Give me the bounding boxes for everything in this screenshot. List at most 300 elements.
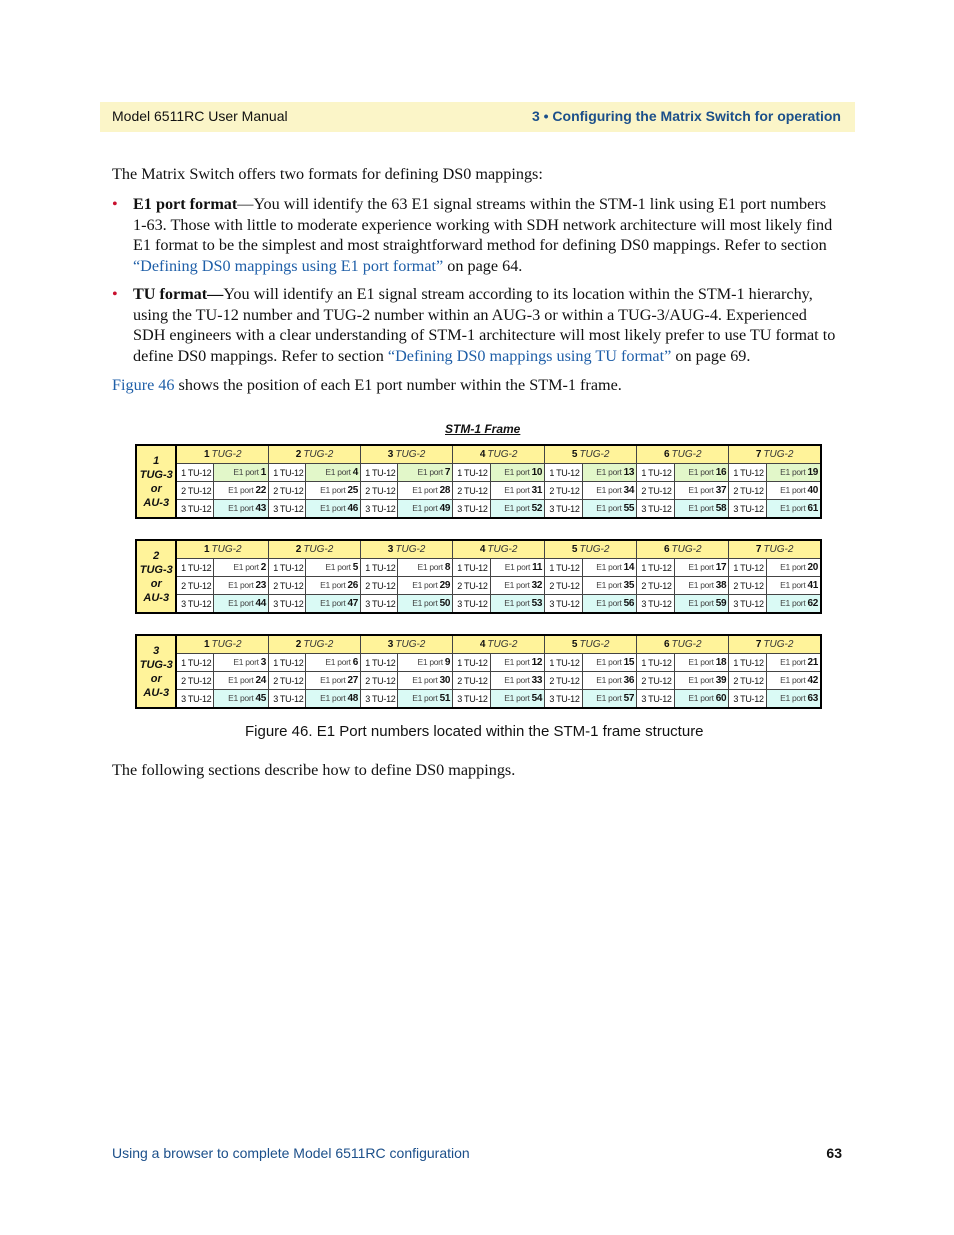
e1-port-cell (582, 595, 637, 614)
bullet-tu-format (112, 284, 842, 366)
e1-port-prefix: E1 port (688, 467, 716, 477)
e1-port-cell (490, 595, 545, 614)
e1-port-number: 42 (807, 675, 818, 686)
e1-port-cell (766, 595, 821, 614)
e1-port-prefix: E1 port (504, 675, 532, 685)
tug2-header (729, 635, 821, 654)
tug2-number: 7 (755, 449, 762, 460)
e1-port-prefix: E1 port (780, 675, 808, 685)
tu12-label: 1 TU-12 (269, 559, 306, 577)
e1-port-prefix: E1 port (596, 675, 624, 685)
e1-port-prefix: E1 port (504, 485, 532, 495)
e1-port-prefix: E1 port (780, 693, 808, 703)
bullet-e1-format (112, 194, 842, 276)
e1-port-cell (214, 690, 269, 709)
e1-port-number: 24 (255, 675, 267, 686)
e1-port-cell (674, 654, 729, 672)
tu12-row (136, 464, 821, 482)
e1-port-prefix: E1 port (596, 562, 624, 572)
tu12-label: 2 TU-12 (361, 482, 398, 500)
e1-port-cell (398, 690, 453, 709)
tug2-header (545, 540, 637, 559)
e1-port-number: 25 (347, 485, 359, 496)
tu12-label: 2 TU-12 (269, 482, 306, 500)
e1-port-number: 47 (347, 598, 359, 609)
tug3-label-line: TUG-3 (139, 658, 173, 671)
header-manual-title: Model 6511RC User Manual (112, 108, 288, 124)
e1-port-prefix: E1 port (688, 485, 716, 495)
tu12-label: 1 TU-12 (361, 464, 398, 482)
tug2-header (176, 540, 268, 559)
e1-port-cell (582, 577, 637, 595)
e1-port-cell (214, 464, 269, 482)
tug3-label (136, 635, 176, 708)
tu12-label: 3 TU-12 (361, 690, 398, 709)
tug2-header (637, 445, 729, 464)
e1-port-number: 58 (715, 503, 727, 514)
e1-port-number: 46 (347, 503, 359, 514)
tu12-label: 3 TU-12 (453, 500, 490, 519)
e1-port-number: 31 (531, 485, 543, 496)
tug3-group-table (135, 444, 822, 519)
e1-port-prefix: E1 port (688, 562, 716, 572)
e1-port-number: 57 (623, 693, 635, 704)
e1-port-cell (490, 559, 545, 577)
tu12-label: 2 TU-12 (637, 577, 674, 595)
figure-caption: Figure 46. E1 Port numbers located within the STM-1 frame structure (245, 723, 704, 740)
tug3-label-line: AU-3 (143, 496, 170, 509)
e1-port-number: 6 (352, 657, 359, 668)
e1-port-cell (674, 500, 729, 519)
e1-port-cell (398, 654, 453, 672)
tug3-label-line: 2 (153, 549, 160, 562)
e1-port-prefix: E1 port (233, 657, 261, 667)
header-chapter-title: 3 • Configuring the Matrix Switch for operation (531, 108, 841, 124)
tug2-number: 4 (479, 449, 486, 460)
e1-port-number: 52 (531, 503, 543, 514)
e1-port-cell (214, 672, 269, 690)
tu12-label: 2 TU-12 (176, 577, 213, 595)
tu12-label: 2 TU-12 (361, 672, 398, 690)
e1-port-cell (490, 482, 545, 500)
tu12-label: 3 TU-12 (269, 500, 306, 519)
tug2-label: TUG-2 (671, 449, 702, 460)
tu12-label: 3 TU-12 (545, 690, 582, 709)
tu12-label: 3 TU-12 (176, 595, 213, 614)
e1-port-prefix: E1 port (596, 693, 624, 703)
e1-port-number: 10 (531, 467, 543, 478)
e1-port-number: 21 (807, 657, 818, 668)
e1-port-cell (214, 654, 269, 672)
tug2-header (176, 445, 268, 464)
e1-port-number: 16 (715, 467, 727, 478)
tug2-header (361, 540, 453, 559)
e1-port-number: 19 (807, 467, 818, 478)
e1-port-prefix: E1 port (596, 580, 624, 590)
tug3-group-table (135, 539, 822, 614)
tug2-label: TUG-2 (763, 449, 794, 460)
tug2-number: 2 (295, 449, 302, 460)
tug2-label: TUG-2 (303, 544, 334, 555)
tu12-label: 2 TU-12 (361, 577, 398, 595)
e1-port-cell (674, 559, 729, 577)
e1-port-prefix: E1 port (688, 580, 716, 590)
e1-port-number: 53 (531, 598, 543, 609)
e1-port-prefix: E1 port (320, 693, 348, 703)
tu12-label: 1 TU-12 (545, 559, 582, 577)
e1-port-prefix: E1 port (417, 562, 445, 572)
tug2-label: TUG-2 (395, 639, 426, 650)
e1-port-prefix: E1 port (228, 485, 256, 495)
e1-port-number: 38 (715, 580, 727, 591)
bullet-marker: • (112, 285, 118, 303)
tu12-label: 2 TU-12 (729, 577, 766, 595)
e1-port-prefix: E1 port (228, 503, 256, 513)
tu12-label: 1 TU-12 (361, 559, 398, 577)
tug2-label: TUG-2 (763, 544, 794, 555)
e1-port-number: 28 (439, 485, 451, 496)
bullet-body: —You will identify the 63 E1 signal streams within the STM-1 link using E1 port numbers 1-63. Those with little to moderate experience working with SDH network architecture will most likely find E1 format to be the simplest and most straightforward method for defining DS0 mappings. Refer to section (133, 195, 833, 254)
e1-port-number: 3 (260, 657, 267, 668)
e1-port-prefix: E1 port (596, 503, 624, 513)
e1-port-number: 61 (807, 503, 818, 514)
e1-port-prefix: E1 port (688, 693, 716, 703)
tug2-label: TUG-2 (763, 639, 794, 650)
tu12-label: 3 TU-12 (176, 690, 213, 709)
tu12-label: 2 TU-12 (176, 482, 213, 500)
e1-port-cell (766, 690, 821, 709)
tug3-label-line: AU-3 (143, 591, 170, 604)
e1-port-prefix: E1 port (504, 467, 532, 477)
tug2-label: TUG-2 (395, 544, 426, 555)
e1-port-cell (766, 577, 821, 595)
e1-port-cell (490, 577, 545, 595)
e1-port-cell (582, 464, 637, 482)
tu12-label: 1 TU-12 (453, 559, 490, 577)
tu12-label: 2 TU-12 (269, 577, 306, 595)
tug2-header (453, 540, 545, 559)
e1-port-number: 13 (623, 467, 635, 478)
e1-port-prefix: E1 port (780, 503, 808, 513)
e1-port-number: 2 (260, 562, 267, 573)
tug2-number: 5 (571, 544, 578, 555)
e1-port-cell (306, 595, 361, 614)
tug2-number: 3 (387, 544, 394, 555)
e1-port-cell (306, 577, 361, 595)
tu12-label: 3 TU-12 (729, 595, 766, 614)
tu12-label: 2 TU-12 (453, 577, 490, 595)
e1-port-cell (306, 482, 361, 500)
e1-port-prefix: E1 port (412, 503, 440, 513)
e1-port-number: 44 (255, 598, 267, 609)
tug2-label: TUG-2 (487, 449, 518, 460)
tu12-row (136, 559, 821, 577)
e1-port-cell (674, 577, 729, 595)
tug2-number: 3 (387, 449, 394, 460)
e1-port-prefix: E1 port (412, 598, 440, 608)
tu12-row (136, 654, 821, 672)
e1-port-number: 8 (444, 562, 451, 573)
e1-port-prefix: E1 port (412, 580, 440, 590)
e1-port-number: 48 (347, 693, 359, 704)
tug2-header (729, 445, 821, 464)
tu12-label: 3 TU-12 (453, 690, 490, 709)
e1-port-cell (674, 690, 729, 709)
tu12-label: 2 TU-12 (545, 482, 582, 500)
e1-port-number: 9 (444, 657, 451, 668)
e1-port-number: 32 (531, 580, 543, 591)
tug2-header (269, 445, 361, 464)
tu12-label: 3 TU-12 (361, 500, 398, 519)
tu12-label: 3 TU-12 (176, 500, 213, 519)
e1-port-cell (398, 595, 453, 614)
tu12-label: 3 TU-12 (637, 500, 674, 519)
xref-tu-format-link[interactable]: “Defining DS0 mappings using TU format” (387, 346, 672, 365)
tug2-header (453, 635, 545, 654)
e1-port-number: 30 (439, 675, 451, 686)
bullet-after: on page 69. (671, 346, 751, 365)
e1-port-number: 36 (623, 675, 635, 686)
figure-title: STM-1 Frame (445, 422, 521, 436)
tu12-label: 1 TU-12 (453, 654, 490, 672)
bullet-text (133, 194, 842, 276)
tu12-label: 1 TU-12 (176, 559, 213, 577)
e1-port-number: 43 (255, 503, 267, 514)
e1-port-cell (766, 559, 821, 577)
e1-port-prefix: E1 port (780, 657, 808, 667)
e1-port-number: 34 (623, 485, 635, 496)
e1-port-number: 11 (532, 562, 543, 573)
e1-port-cell (306, 690, 361, 709)
tu12-label: 3 TU-12 (269, 595, 306, 614)
tug3-label-line: TUG-3 (139, 563, 173, 576)
intro-paragraph: The Matrix Switch offers two formats for defining DS0 mappings: (112, 165, 543, 183)
e1-port-prefix: E1 port (412, 675, 440, 685)
e1-port-cell (582, 559, 637, 577)
e1-port-number: 1 (260, 467, 267, 478)
e1-port-prefix: E1 port (780, 485, 808, 495)
figure-46-link[interactable]: Figure 46 (112, 376, 175, 394)
e1-port-cell (490, 672, 545, 690)
tug2-number: 7 (755, 639, 762, 650)
tu12-label: 1 TU-12 (176, 654, 213, 672)
e1-port-cell (674, 672, 729, 690)
tug3-label (136, 540, 176, 613)
e1-port-prefix: E1 port (228, 580, 256, 590)
e1-port-number: 56 (623, 598, 635, 609)
tug3-label (136, 445, 176, 518)
e1-port-number: 51 (439, 693, 451, 704)
tug2-header (637, 540, 729, 559)
tug2-header (729, 540, 821, 559)
e1-port-number: 41 (807, 580, 818, 591)
tu12-label: 3 TU-12 (545, 500, 582, 519)
e1-port-cell (674, 482, 729, 500)
tug2-header (637, 635, 729, 654)
e1-port-prefix: E1 port (596, 598, 624, 608)
e1-port-prefix: E1 port (228, 675, 256, 685)
tug2-number: 6 (663, 449, 670, 460)
e1-port-prefix: E1 port (596, 467, 624, 477)
e1-port-cell (214, 559, 269, 577)
e1-port-cell (214, 577, 269, 595)
tu12-label: 1 TU-12 (545, 464, 582, 482)
e1-port-cell (766, 654, 821, 672)
tu12-label: 2 TU-12 (729, 672, 766, 690)
tug2-header (545, 635, 637, 654)
tug3-label-line: or (150, 482, 162, 495)
tug2-header (361, 635, 453, 654)
tug2-header (545, 445, 637, 464)
e1-port-prefix: E1 port (320, 503, 348, 513)
e1-port-prefix: E1 port (596, 485, 624, 495)
tug2-number: 7 (755, 544, 762, 555)
bullet-term: TU format— (133, 285, 224, 303)
e1-port-cell (766, 672, 821, 690)
tu12-label: 3 TU-12 (545, 595, 582, 614)
e1-port-cell (398, 482, 453, 500)
e1-port-number: 29 (439, 580, 451, 591)
tu12-label: 3 TU-12 (453, 595, 490, 614)
closing-paragraph: The following sections describe how to define DS0 mappings. (112, 761, 516, 779)
e1-port-cell (766, 482, 821, 500)
e1-port-prefix: E1 port (325, 657, 353, 667)
e1-port-prefix: E1 port (504, 580, 532, 590)
e1-port-prefix: E1 port (228, 693, 256, 703)
e1-port-number: 17 (715, 562, 727, 573)
tug2-label: TUG-2 (487, 544, 518, 555)
e1-port-cell (398, 577, 453, 595)
e1-port-number: 62 (807, 598, 818, 609)
e1-port-cell (306, 654, 361, 672)
tu12-label: 2 TU-12 (729, 482, 766, 500)
e1-port-cell (214, 482, 269, 500)
tug2-label: TUG-2 (395, 449, 426, 460)
e1-port-cell (398, 464, 453, 482)
e1-port-prefix: E1 port (780, 580, 808, 590)
tug3-label-line: AU-3 (143, 686, 170, 699)
e1-port-number: 15 (623, 657, 635, 668)
tug3-label-line: TUG-3 (139, 468, 173, 481)
tug2-label: TUG-2 (671, 544, 702, 555)
e1-port-cell (582, 500, 637, 519)
tug3-label-line: 3 (153, 644, 160, 657)
tu12-label: 2 TU-12 (545, 577, 582, 595)
tug2-number: 4 (479, 544, 486, 555)
e1-port-prefix: E1 port (412, 485, 440, 495)
tug3-label-line: or (150, 577, 162, 590)
tu12-label: 1 TU-12 (729, 559, 766, 577)
tu12-label: 3 TU-12 (269, 690, 306, 709)
e1-port-number: 40 (807, 485, 818, 496)
e1-port-number: 12 (531, 657, 543, 668)
bullet-after: on page 64. (443, 256, 523, 275)
e1-port-cell (398, 559, 453, 577)
bullet-term: E1 port format (133, 195, 238, 213)
e1-port-cell (398, 500, 453, 519)
tu12-row (136, 577, 821, 595)
e1-port-prefix: E1 port (417, 657, 445, 667)
e1-port-prefix: E1 port (688, 503, 716, 513)
tug2-number: 5 (571, 449, 578, 460)
e1-port-prefix: E1 port (320, 580, 348, 590)
e1-port-prefix: E1 port (320, 675, 348, 685)
e1-port-number: 50 (439, 598, 451, 609)
e1-port-number: 59 (715, 598, 727, 609)
bullet-marker: • (112, 195, 118, 213)
tug2-label: TUG-2 (579, 639, 610, 650)
e1-port-cell (582, 482, 637, 500)
tu12-label: 2 TU-12 (637, 672, 674, 690)
page-number: 63 (826, 1145, 842, 1161)
e1-port-prefix: E1 port (596, 657, 624, 667)
tug2-number: 5 (571, 639, 578, 650)
e1-port-number: 37 (715, 485, 727, 496)
tug2-label: TUG-2 (671, 639, 702, 650)
e1-port-prefix: E1 port (780, 467, 808, 477)
tug2-header (269, 540, 361, 559)
tu12-row (136, 500, 821, 519)
tug2-number: 2 (295, 639, 302, 650)
e1-port-number: 60 (715, 693, 727, 704)
tu12-label: 2 TU-12 (176, 672, 213, 690)
e1-port-number: 26 (347, 580, 359, 591)
e1-port-number: 22 (255, 485, 267, 496)
e1-port-cell (766, 464, 821, 482)
e1-port-prefix: E1 port (417, 467, 445, 477)
e1-port-cell (214, 595, 269, 614)
tu12-label: 2 TU-12 (545, 672, 582, 690)
tug3-group-table (135, 634, 822, 709)
e1-port-cell (306, 500, 361, 519)
e1-port-cell (306, 559, 361, 577)
e1-port-prefix: E1 port (504, 657, 532, 667)
e1-port-prefix: E1 port (320, 485, 348, 495)
tu12-label: 1 TU-12 (637, 654, 674, 672)
figure-reference-text: shows the position of each E1 port number within the STM-1 frame. (174, 376, 622, 394)
tu12-row (136, 672, 821, 690)
e1-port-number: 54 (531, 693, 543, 704)
xref-e1-format-link[interactable]: “Defining DS0 mappings using E1 port format” (133, 256, 444, 275)
e1-port-number: 20 (807, 562, 818, 573)
e1-port-number: 5 (352, 562, 359, 573)
tu12-label: 1 TU-12 (269, 464, 306, 482)
e1-port-prefix: E1 port (504, 503, 532, 513)
e1-port-number: 7 (444, 467, 451, 478)
tug2-number: 1 (203, 544, 210, 555)
tug2-label: TUG-2 (487, 639, 518, 650)
e1-port-prefix: E1 port (320, 598, 348, 608)
e1-port-prefix: E1 port (688, 657, 716, 667)
tug2-number: 1 (203, 639, 210, 650)
e1-port-cell (490, 654, 545, 672)
e1-port-cell (674, 595, 729, 614)
tug2-header (361, 445, 453, 464)
tu12-row (136, 482, 821, 500)
tu12-label: 1 TU-12 (637, 464, 674, 482)
tu12-label: 1 TU-12 (453, 464, 490, 482)
e1-port-prefix: E1 port (504, 562, 533, 572)
e1-port-number: 45 (255, 693, 267, 704)
tug2-label: TUG-2 (579, 449, 610, 460)
e1-port-number: 4 (352, 467, 359, 478)
figure-reference-paragraph (112, 375, 842, 396)
tug2-number: 2 (295, 544, 302, 555)
tug3-label-line: 1 (153, 454, 160, 467)
tug2-label: TUG-2 (211, 544, 242, 555)
tug3-label-line: or (150, 672, 162, 685)
e1-port-prefix: E1 port (228, 598, 256, 608)
